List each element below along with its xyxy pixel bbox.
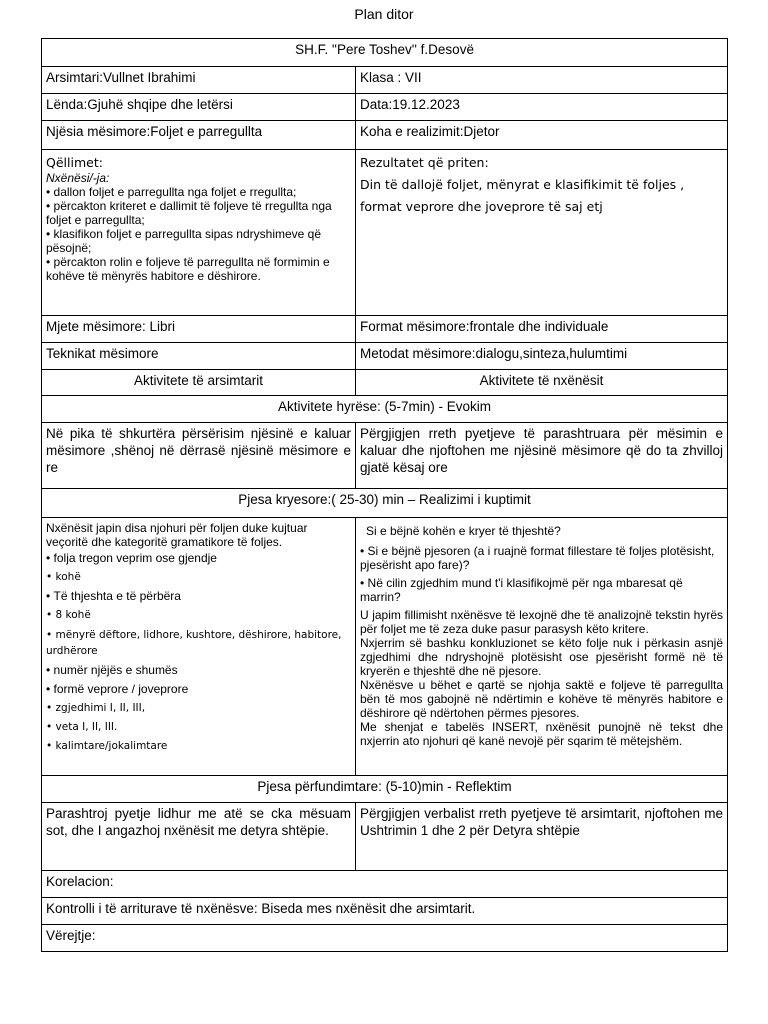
category-item: • kalimtare/jokalimtare — [46, 737, 351, 756]
subject-cell: Lënda:Gjuhë shqipe dhe letërsi — [42, 94, 356, 121]
category-item: • Të thjeshta e të përbëra — [46, 587, 351, 606]
results-cell — [356, 150, 728, 316]
grade-cell: Klasa : VII — [356, 67, 728, 94]
main-section-header: Pjesa kryesore:( 25-30) min – Realizimi i kuptimit — [42, 489, 728, 518]
category-item: • formë veprore / joveprore — [46, 680, 351, 699]
goal-item: • dallon foljet e parregullta nga foljet e rregullta; — [46, 185, 351, 199]
category-item: • 8 kohë — [46, 606, 351, 625]
main-paragraph-1: U japim fillimisht nxënësve të lexojnë dhe të analizojnë tekstin hyrës për foljet me të zeza duke pasur parasysh këto kritere. — [360, 608, 724, 636]
final-section-header: Pjesa përfundimtare: (5-10)min - Reflektim — [42, 776, 728, 803]
category-item: • kohë — [46, 568, 351, 587]
category-item: • folja tregon veprim ose gjendje — [46, 549, 351, 568]
goal-item: • përcakton rolin e foljeve të parregullta në formimin e kohëve të mënyrës habitore e dëshirore. — [46, 255, 351, 283]
goals-list — [46, 185, 351, 283]
question-1: Si e bëjnë kohën e kryer të thjeshtë? — [366, 524, 561, 538]
intro-teacher-cell: Në pika të shkurtëra përsërisim njësinë e kaluar mësimore ,shënoj në dërrasë njësinë mësimore e re — [42, 423, 356, 489]
main-paragraph-3: Nxënësve u bëhet e qartë se njohja saktë e foljeve të parregullta bën të mos gabojnë në ndërtimin e kohëve të mënyrës habitore e dëshirore që ndërtohen përmes pjesores. — [360, 678, 724, 720]
unit-cell: Njësia mësimore:Foljet e parregullta — [42, 121, 356, 150]
student-activities-header: Aktivitete të nxënësit — [356, 370, 728, 396]
forms-cell: Format mësimore:frontale dhe individuale — [356, 316, 728, 343]
goal-item: • përcakton kriteret e dallimit të foljeve të rregullta nga foljet e parregullta; — [46, 199, 351, 227]
intro-section-header: Aktivitete hyrëse: (5-7min) - Evokim — [42, 396, 728, 423]
goals-heading: Qëllimet: — [46, 155, 103, 170]
tools-cell: Mjete mësimore: Libri — [42, 316, 356, 343]
main-student-cell — [356, 518, 728, 776]
school-row — [42, 39, 728, 67]
techniques-cell: Teknikat mësimore — [42, 343, 356, 370]
question-3: • Në cilin zgjedhim mund t'i klasifikojmë për nga mbaresat që marrin? — [360, 576, 723, 604]
results-heading: Rezultatet që priten: — [360, 155, 489, 170]
main-teacher-cell — [42, 518, 356, 776]
category-item: • zgjedhimi I, II, III, — [46, 699, 351, 718]
teacher-activities-header: Aktivitete të arsimtarit — [42, 370, 356, 396]
goals-subheading: Nxënësi/-ja: — [46, 171, 110, 185]
intro-student-cell: Përgjigjen rreth pyetjeve të parashtruara për mësimin e kaluar dhe njoftohen me njësinë mësimore që do ta zhvilloj gjatë kësaj ore — [356, 423, 728, 489]
main-paragraph-4: Me shenjat e tabelës INSERT, nxënësit punojnë në tekst dhe nxjerrin ato njohuri që kanë nevojë për sqarim të mëtejshëm. — [360, 720, 724, 748]
grammar-categories-list — [46, 549, 351, 756]
remarks-row: Vërejtje: — [42, 925, 728, 952]
correlation-row: Korelacion: — [42, 871, 728, 898]
category-item: • veta I, II, III. — [46, 718, 351, 737]
school-name: SH.F. ''Pere Toshev'' f.Desovë — [42, 39, 728, 67]
page-title: Plan ditor — [354, 6, 414, 22]
lesson-plan-table — [41, 38, 728, 952]
question-2: • Si e bëjnë pjesoren (a i ruajnë format fillestare të foljes plotësisht, pjesërisht apo fare)? — [360, 544, 723, 572]
category-item: • mënyrë dëftore, lidhore, kushtore, dëshirore, habitore, urdhërore — [46, 627, 351, 659]
time-cell: Koha e realizimit:Djetor — [356, 121, 728, 150]
results-text: Din të dallojë foljet, mënyrat e klasifikimit të foljes , format veprore dhe joveprore të saj etj — [360, 177, 685, 214]
goal-item: • klasifikon foljet e parregullta sipas ndryshimeve që pësojnë; — [46, 227, 351, 255]
teacher-cell: Arsimtari:Vullnet Ibrahimi — [42, 67, 356, 94]
final-teacher-cell: Parashtroj pyetje lidhur me atë se cka mësuam sot, dhe I angazhoj nxënësit me detyra shtëpie. — [42, 803, 356, 871]
category-item: • numër njëjës e shumës — [46, 661, 351, 680]
methods-cell: Metodat mësimore:dialogu,sinteza,hulumtimi — [356, 343, 728, 370]
main-paragraph-2: Nxjerrim së bashku konkluzionet se këto folje nuk i përkasin asnjë zgjedhimi dhe ndryshojnë plotësisht ose pjesërisht formë në të kryerën e thjeshtë dhe në pjesore. — [360, 636, 724, 678]
goals-cell — [42, 150, 356, 316]
control-row: Kontrolli i të arriturave të nxënësve: Biseda mes nxënësit dhe arsimtarit. — [42, 898, 728, 925]
main-teacher-intro: Nxënësit japin disa njohuri për foljen duke kujtuar veçoritë dhe kategoritë gramatikore të foljes. — [46, 521, 308, 549]
date-cell: Data:19.12.2023 — [356, 94, 728, 121]
final-student-cell: Përgjigjen verbalist rreth pyetjeve të arsimtarit, njoftohen me Ushtrimin 1 dhe 2 për Detyra shtëpie — [356, 803, 728, 871]
